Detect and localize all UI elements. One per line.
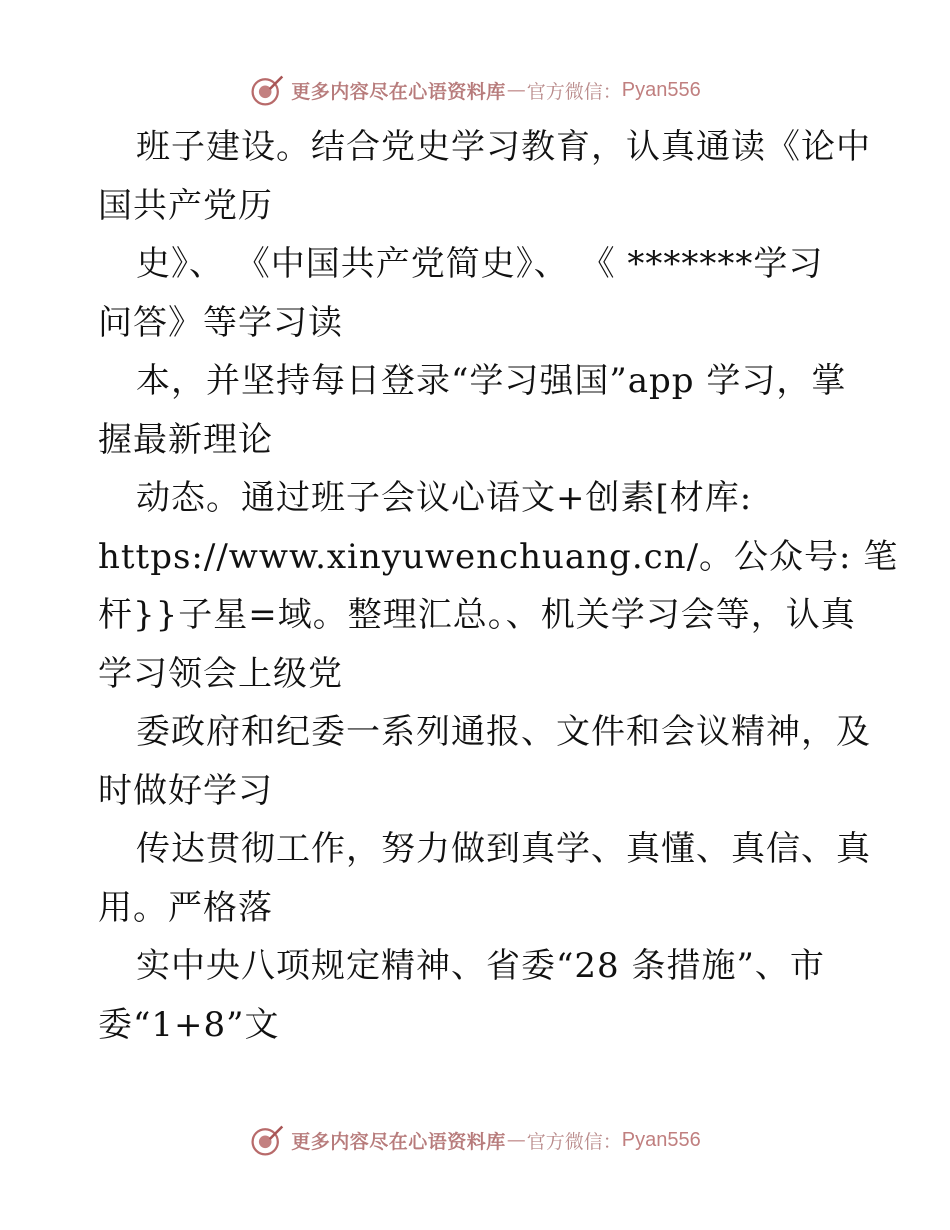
- text-line: 实中央八项规定精神、省委“28 条措施”、市: [136, 946, 825, 986]
- banner-title: 更多内容尽在心语资料库: [291, 1130, 506, 1153]
- text-line: 学习领会上级党: [98, 653, 343, 694]
- text-line: 用。严格落: [98, 887, 273, 928]
- footer-banner: [0, 1120, 950, 1160]
- text-line: 传达贯彻工作，努力做到真学、真懂、真信、真: [136, 829, 871, 869]
- document-body: [98, 118, 899, 1054]
- text-line: 国共产党历: [98, 185, 273, 226]
- text-line: 握最新理论: [98, 419, 273, 460]
- text-line: https://www.xinyuwenchuang.cn/。公众号: 笔: [98, 536, 899, 577]
- text-line: 本，并坚持每日登录“学习强国”app 学习，掌: [136, 361, 847, 401]
- text-line: 史》、 《中国共产党简史》、 《 *******学习: [136, 244, 824, 284]
- text-line: 问答》等学习读: [98, 302, 343, 343]
- banner-wechat-id: Pyan556: [621, 1128, 701, 1151]
- header-banner: [0, 70, 950, 110]
- banner-wechat-label: 官方微信：: [526, 1130, 622, 1153]
- quill-seal-icon: [249, 72, 285, 108]
- text-line: 委“1+8”文: [98, 1004, 280, 1045]
- banner-wechat-id: Pyan556: [621, 78, 701, 101]
- text-line: 委政府和纪委一系列通报、文件和会议精神，及: [136, 712, 871, 752]
- text-line: 杆}}子星=域。整理汇总。、机关学习会等，认真: [98, 595, 856, 635]
- quill-seal-icon: [249, 1122, 285, 1158]
- text-line: 班子建设。结合党史学习教育，认真通读《论中: [136, 127, 871, 167]
- banner-separator: —: [506, 79, 526, 101]
- banner-separator: —: [506, 1129, 526, 1151]
- text-line: 动态。通过班子会议心语文+创素[材库:: [136, 478, 753, 518]
- text-line: 时做好学习: [98, 770, 273, 811]
- banner-title: 更多内容尽在心语资料库: [291, 80, 506, 103]
- banner-wechat-label: 官方微信：: [526, 80, 622, 103]
